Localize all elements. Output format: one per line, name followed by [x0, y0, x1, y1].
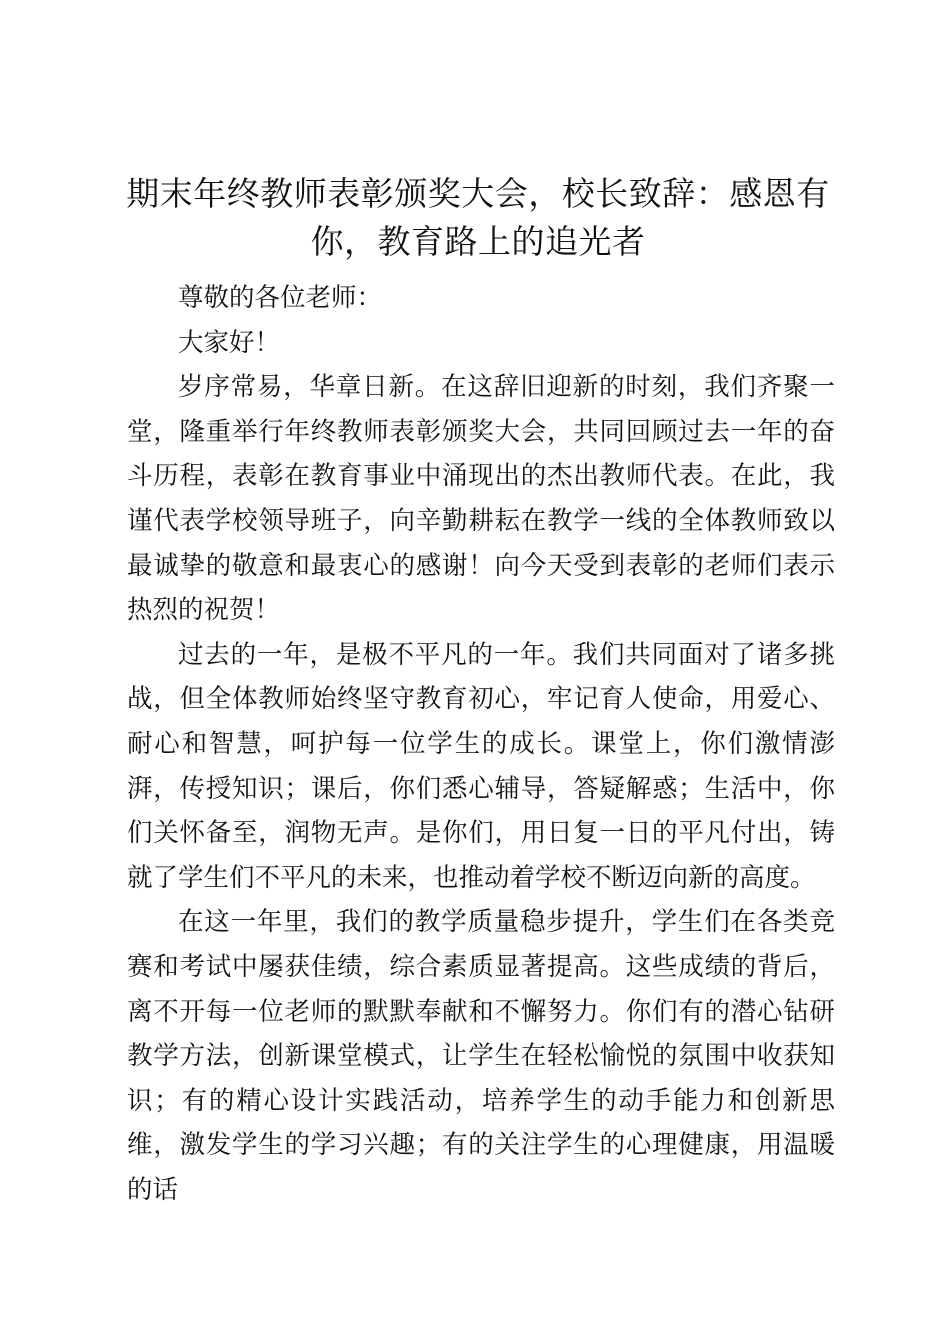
greeting: 大家好！ [178, 327, 281, 358]
document-body [127, 276, 835, 1212]
document-title: 期末年终教师表彰颁奖大会，校长致辞：感恩有你，教育路上的追光者 [126, 174, 830, 261]
body-paragraph: 岁序常易，华章日新。在这辞旧迎新的时刻，我们齐聚一堂，隆重举行年终教师表彰颁奖大会，共同回顾过去一年的奋斗历程，表彰在教育事业中涌现出的杰出教师代表。在此，我谨代表学校领导班子，向辛勤耕耘在教学一线的全体教师致以最诚挚的敬意和最衷心的感谢！向今天受到表彰的老师们表示热烈的祝贺！ [127, 372, 835, 626]
salutation: 尊敬的各位老师： [178, 283, 383, 313]
body-paragraph: 在这一年里，我们的教学质量稳步提升，学生们在各类竞赛和考试中屡获佳绩，综合素质显著提高。这些成绩的背后，离不开每一位老师的默默奉献和不懈努力。你们有的潜心钻研教学方法，创新课堂模式，让学生在轻松愉悦的氛围中收获知识；有的精心设计实践活动，培养学生的动手能力和创新思维，激发学生的学习兴趣；有的关注学生的心理健康，用温暖的话 [127, 907, 835, 1205]
body-paragraph: 过去的一年，是极不平凡的一年。我们共同面对了诸多挑战，但全体教师始终坚守教育初心，牢记育人使命，用爱心、耐心和智慧，呵护每一位学生的成长。课堂上，你们激情澎湃，传授知识；课后，你们悉心辅导，答疑解惑；生活中，你们关怀备至，润物无声。是你们，用日复一日的平凡付出，铸就了学生们不平凡的未来，也推动着学校不断迈向新的高度。 [127, 639, 835, 893]
